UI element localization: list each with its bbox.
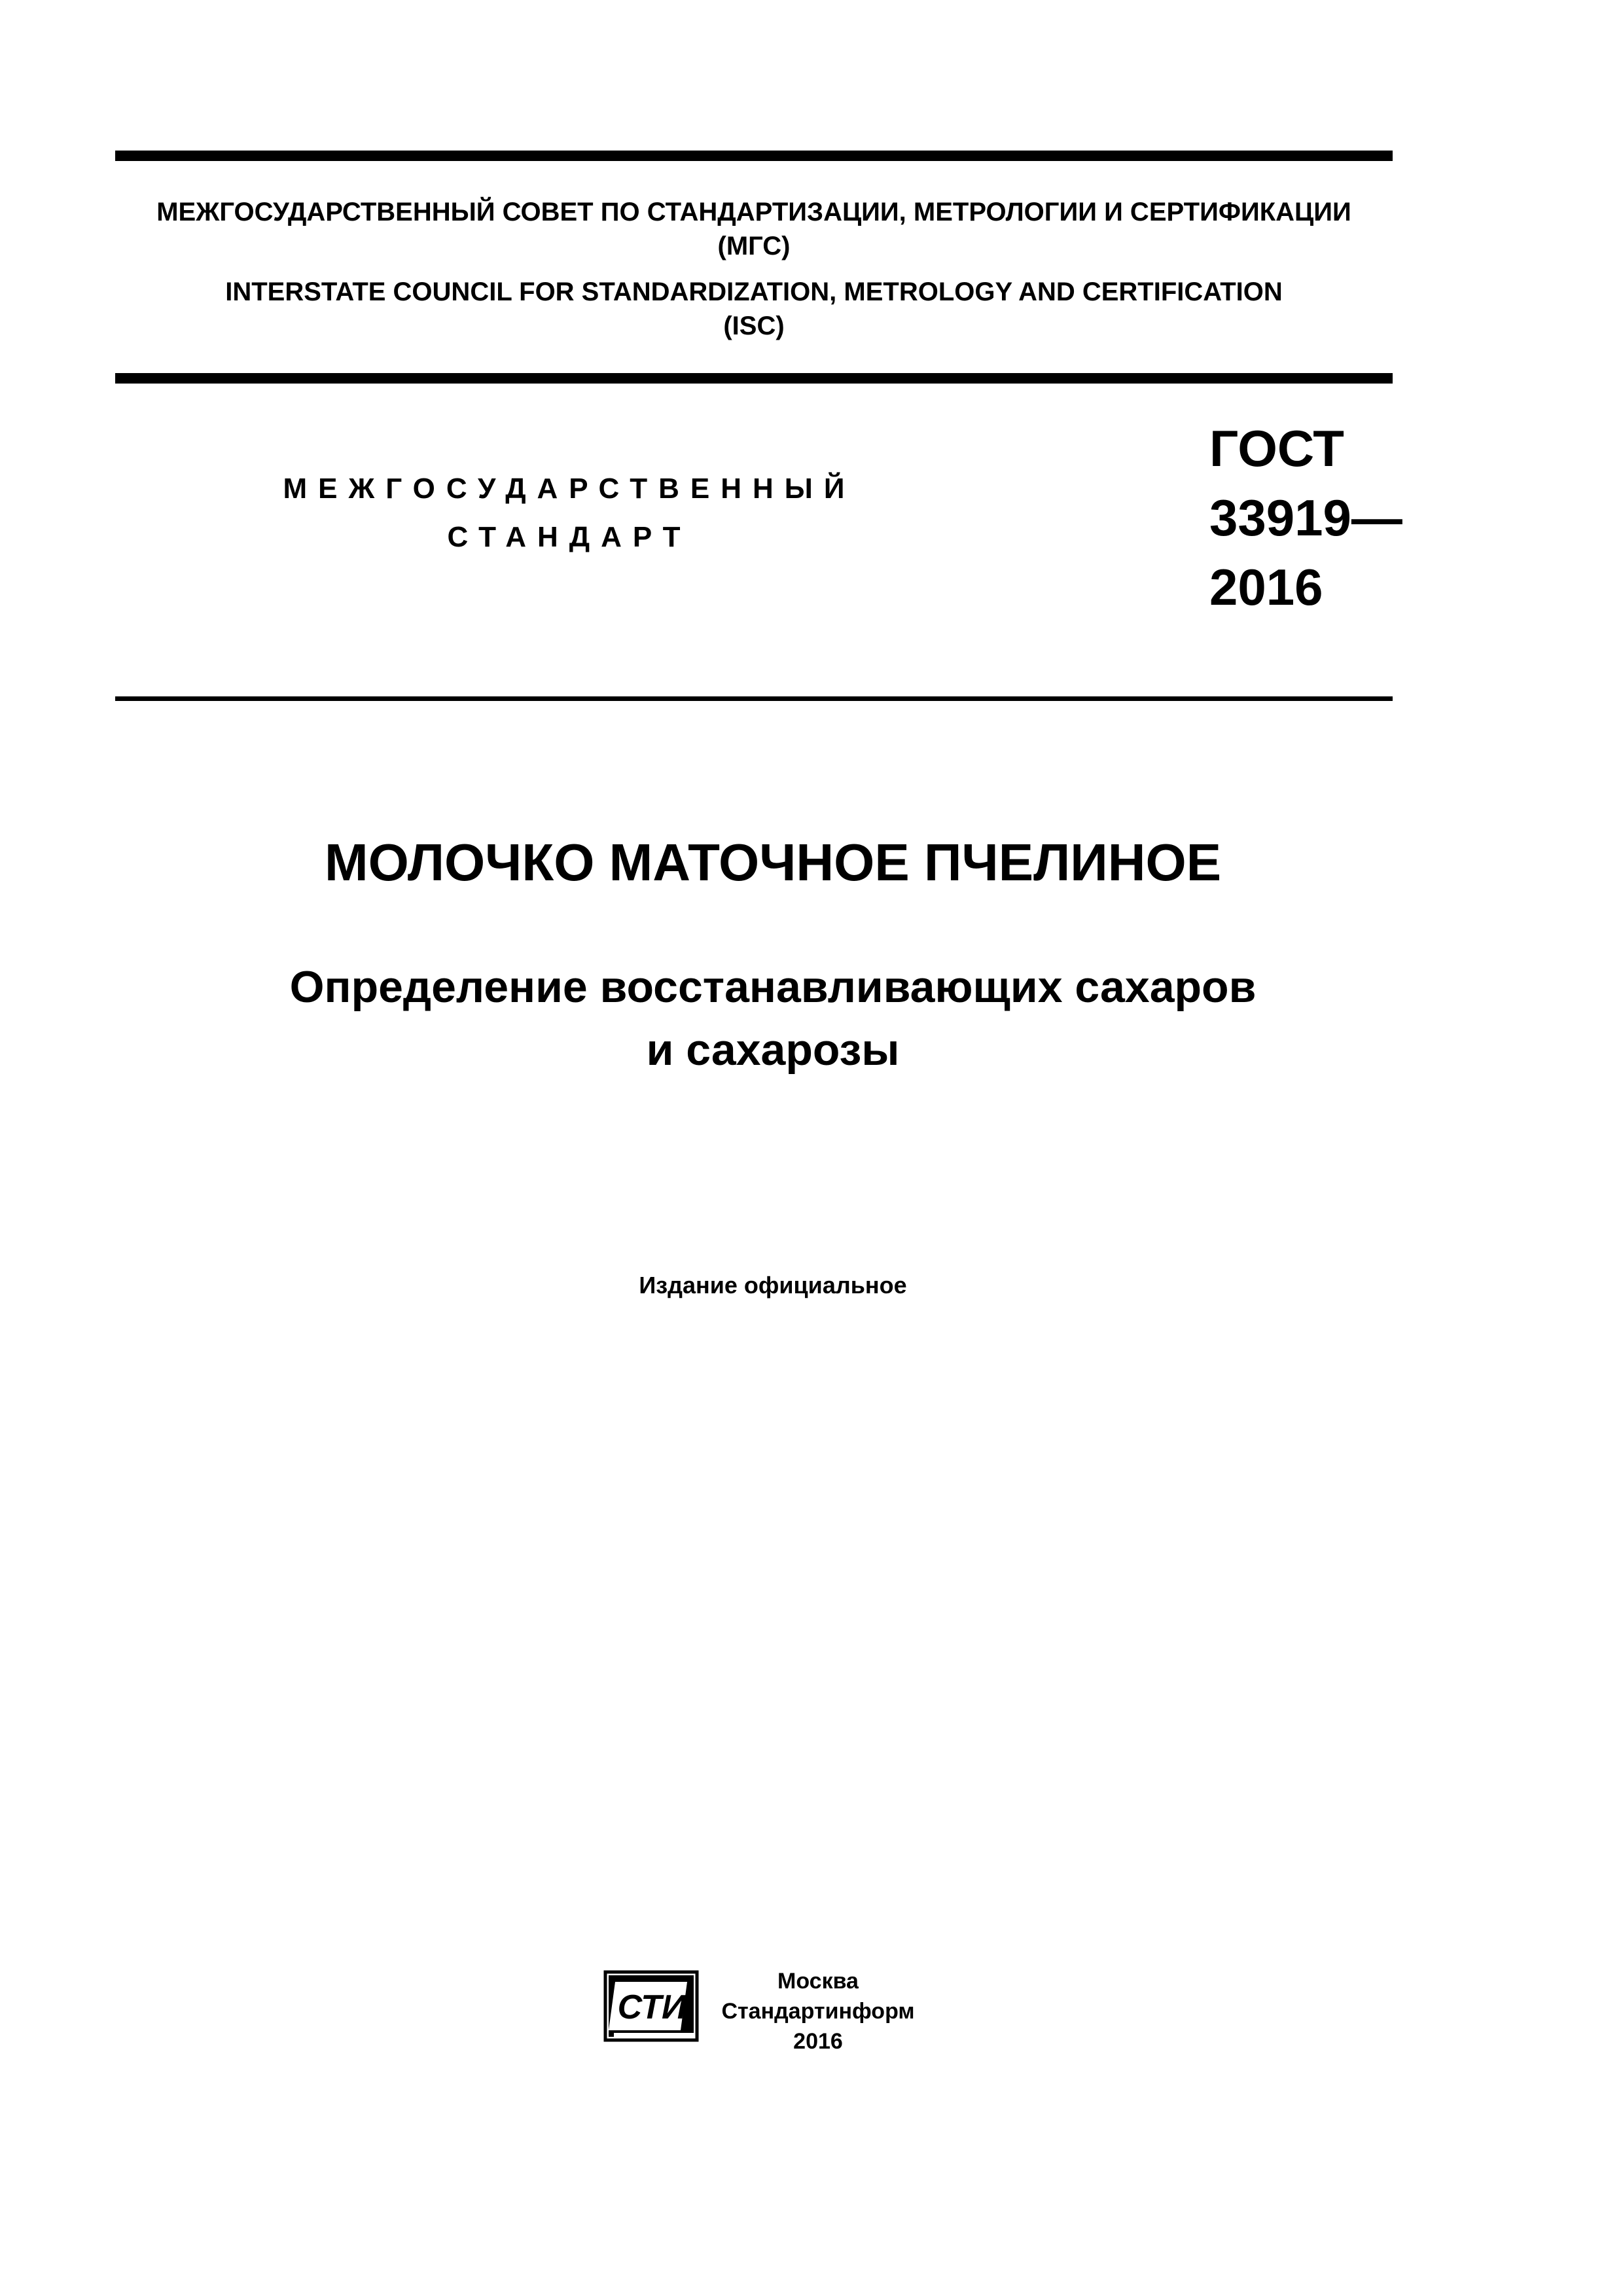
publisher-year: 2016 xyxy=(793,2029,843,2054)
publisher-text xyxy=(720,1966,916,2056)
edition-label: Издание официальное xyxy=(639,1272,907,1299)
publisher-city: Москва xyxy=(777,1969,859,1994)
gost-year: 2016 xyxy=(1209,558,1323,616)
subtitle xyxy=(115,956,1431,1081)
standartinform-logo-icon xyxy=(603,1970,699,2042)
council-en-abbr: (ISC) xyxy=(723,312,785,340)
thin-rule xyxy=(115,696,1393,701)
standard-type-line1: МЕЖГОСУДАРСТВЕННЫЙ xyxy=(283,473,856,505)
gost-designation xyxy=(1209,414,1402,622)
svg-text:СТИ: СТИ xyxy=(617,1988,687,2026)
publisher-block xyxy=(0,1966,1623,2071)
middle-rule xyxy=(115,373,1393,384)
publisher-name: Стандартинформ xyxy=(721,1999,915,2024)
council-ru-name: МЕЖГОСУДАРСТВЕННЫЙ СОВЕТ ПО СТАНДАРТИЗАЦИИ, МЕТРОЛОГИИ И СЕРТИФИКАЦИИ xyxy=(156,198,1351,226)
council-en xyxy=(115,275,1393,343)
council-ru xyxy=(115,195,1393,263)
council-en-name: INTERSTATE COUNCIL FOR STANDARDIZATION, METROLOGY AND CERTIFICATION xyxy=(225,278,1283,306)
subtitle-line1: Определение восстанавливающих сахаров xyxy=(289,962,1257,1012)
standard-type xyxy=(275,465,864,562)
subtitle-line2: и сахарозы xyxy=(646,1025,900,1075)
gost-prefix: ГОСТ xyxy=(1209,420,1344,477)
main-title: МОЛОЧКО МАТОЧНОЕ ПЧЕЛИНОЕ xyxy=(324,833,1222,891)
council-ru-abbr: (МГС) xyxy=(717,232,791,260)
gost-number: 33919— xyxy=(1209,489,1402,547)
standard-type-line2: СТАНДАРТ xyxy=(447,521,692,553)
top-rule xyxy=(115,151,1393,161)
